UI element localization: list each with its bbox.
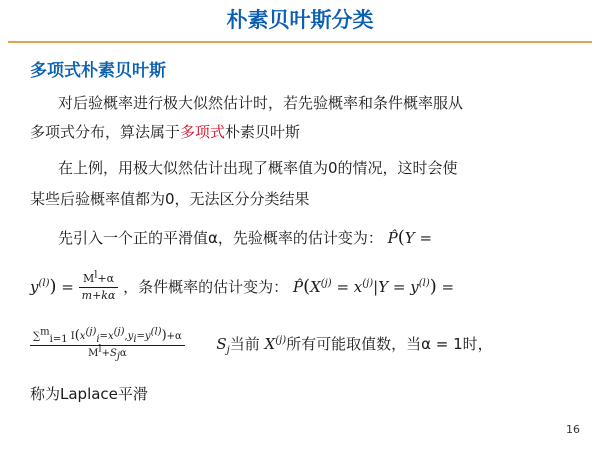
para1-line2-post: 朴素贝叶斯 (225, 123, 301, 141)
para3-line1-text: 先引入一个正的平滑值α，先验概率的估计变为： (58, 229, 383, 247)
para1-line1: 对后验概率进行极大似然估计时，若先验概率和条件概率服从 (58, 94, 464, 112)
para3-line2-text: ，条件概率的估计变为： (123, 278, 289, 296)
xj-symbol: $X^{(j)}$ (259, 335, 287, 353)
prior-formula-start: P̂ (387, 229, 398, 247)
title-divider (8, 41, 592, 43)
conditional-fraction: $\frac{\sum^m_{i=1} I(x^{(j)}_i=x^{(j)},y_i=y^{(l)})+\alpha}{M^l+S_j\alpha}$ (30, 329, 185, 361)
para1-line2 (30, 122, 300, 142)
para2-line2: 某些后验概率值都为0，无法区分分类结果 (30, 190, 310, 208)
para3-line2: $y^{(l)}$) = $\frac{M^l+\alpha}{m+k\alpha}$ ，条件概率的估计变为： $P̂(X^{(j)} = x^{(j)}|Y = y^{(l)})$ = (30, 269, 455, 302)
conditional-formula-start: P̂ (292, 278, 304, 296)
para1-line2-pre: 多项式分布，算法属于 (30, 123, 181, 141)
prior-formula-end: $y^{(l)}$ (30, 278, 50, 296)
page-title: 朴素贝叶斯分类 (226, 8, 374, 32)
title-bar (0, 0, 600, 40)
para3-line3-text2: 所有可能取值数，当α = 1时， (286, 335, 493, 353)
para3-line3-text1: 当前 (229, 335, 260, 353)
para3-line3 (30, 324, 493, 364)
para3-line1: 先引入一个正的平滑值α，先验概率的估计变为： P̂(Y = (58, 227, 433, 248)
section-subtitle: 多项式朴素贝叶斯 (30, 61, 166, 81)
para3-line4: 称为Laplace平滑 (30, 385, 148, 403)
prior-fraction: $\frac{M^l+\alpha}{m+k\alpha}$ (79, 272, 119, 303)
para1-highlight: 多项式 (180, 123, 226, 141)
para2-line1: 在上例，用极大似然估计出现了概率值为0的情况，这时会使 (58, 159, 458, 177)
page-number: 16 (566, 423, 580, 436)
sj-symbol: $S_j$ (216, 335, 230, 356)
